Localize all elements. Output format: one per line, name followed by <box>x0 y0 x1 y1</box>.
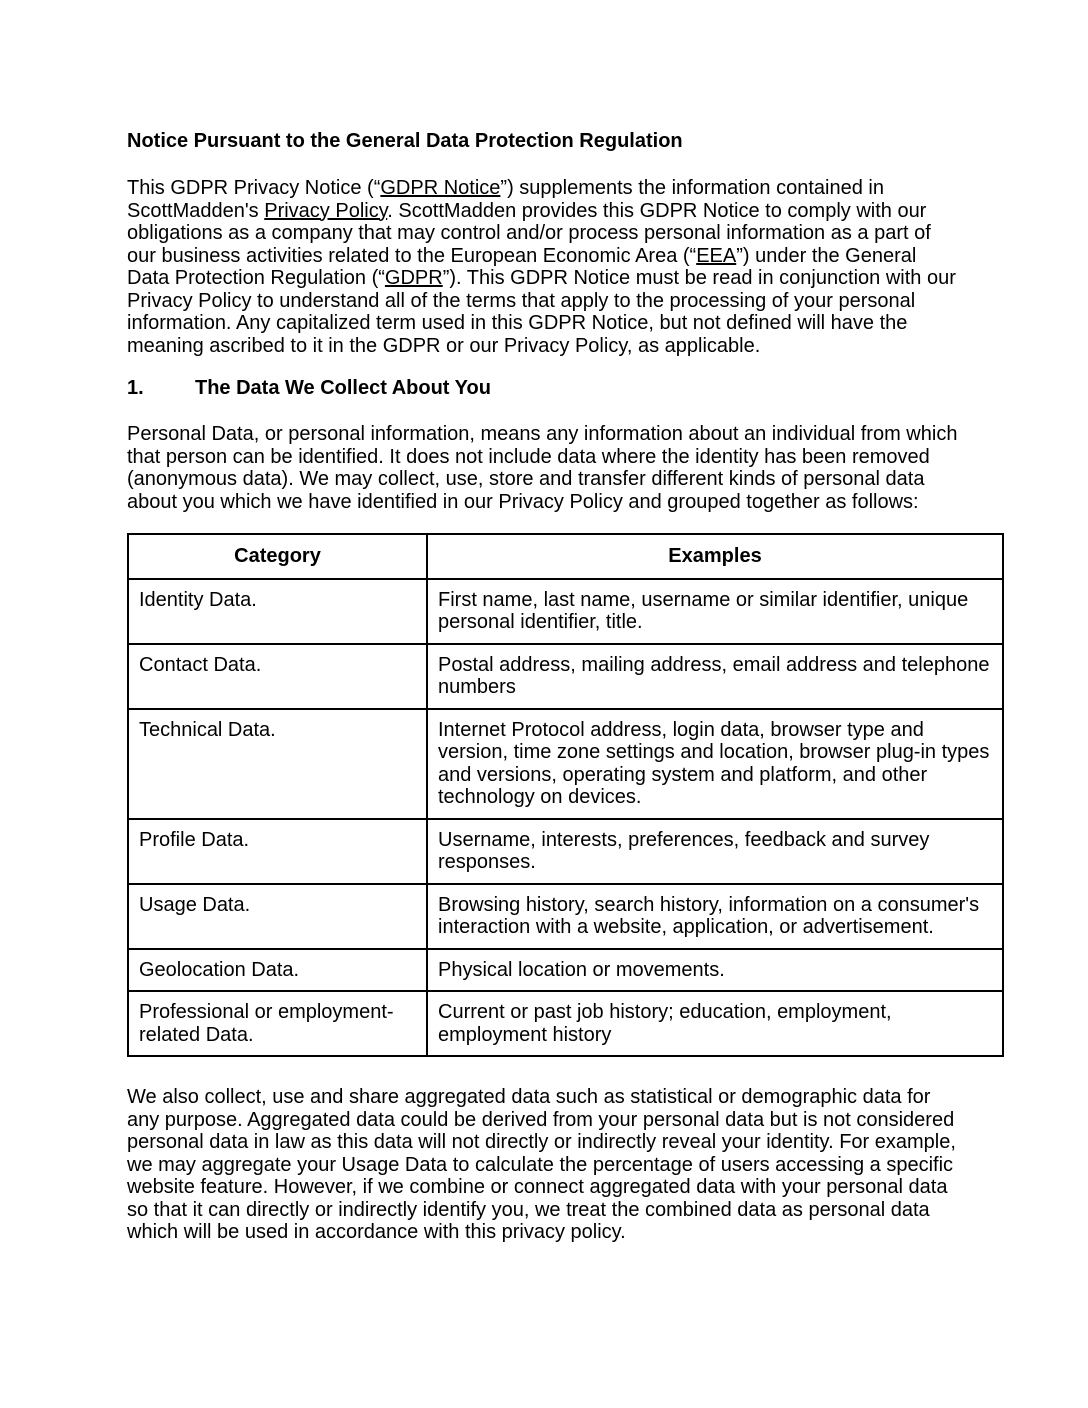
column-header-examples: Examples <box>427 534 1003 579</box>
section-1-number: 1. <box>127 377 144 399</box>
examples-cell: Postal address, mailing address, email address and telephone numbers <box>427 644 1003 709</box>
examples-cell: First name, last name, username or similar identifier, unique personal identifier, title. <box>427 579 1003 644</box>
table-body <box>128 579 1003 1057</box>
category-cell: Geolocation Data. <box>128 949 427 992</box>
data-categories-table <box>127 533 1004 1057</box>
section-1-heading <box>127 377 958 400</box>
section-1-title: The Data We Collect About You <box>195 377 491 399</box>
table-row-professional-data <box>128 991 1003 1056</box>
examples-cell: Username, interests, preferences, feedback and survey responses. <box>427 819 1003 884</box>
table-header-row <box>128 534 1003 579</box>
document-title: Notice Pursuant to the General Data Protection Regulation <box>127 130 683 152</box>
text-segment: ”). This GDPR Notice must be read in conjunction with our Privacy Policy to understand all of the terms that apply to the processing of your personal information. Any capitalized term used in this GDPR Notice, but not defined will have the meaning ascribed to it in the GDPR or our Privacy Policy, as applicable. <box>127 267 956 357</box>
category-cell: Professional or employment-related Data. <box>128 991 427 1056</box>
defined-term-privacy-policy: Privacy Policy <box>264 199 388 222</box>
intro-paragraph <box>127 177 958 357</box>
text-segment: ”) under the General Data Protection Regulation (“ <box>127 244 917 289</box>
category-cell: Contact Data. <box>128 644 427 709</box>
category-cell: Identity Data. <box>128 579 427 644</box>
table-row-geolocation-data <box>128 949 1003 992</box>
category-cell: Technical Data. <box>128 709 427 819</box>
examples-cell: Internet Protocol address, login data, browser type and version, time zone settings and location, browser plug-in types and versions, operating system and platform, and other technology on devices. <box>427 709 1003 819</box>
examples-cell: Current or past job history; education, employment, employment history <box>427 991 1003 1056</box>
examples-cell: Physical location or movements. <box>427 949 1003 992</box>
category-cell: Usage Data. <box>128 884 427 949</box>
examples-cell: Browsing history, search history, information on a consumer's interaction with a website, application, or advertisement. <box>427 884 1003 949</box>
defined-term-gdpr: GDPR <box>384 267 443 289</box>
text-segment: . ScottMadden provides this GDPR Notice to comply with our obligations as a company that may control and/or process personal information as a part of our business activities related to the European Economic Area (“ <box>127 199 931 267</box>
table-row-profile-data <box>128 819 1003 884</box>
text-segment: This GDPR Privacy Notice (“ <box>127 177 381 199</box>
defined-term-gdpr-notice: GDPR Notice <box>380 177 501 199</box>
table-row-identity-data <box>128 579 1003 644</box>
table-row-technical-data <box>128 709 1003 819</box>
section-1-paragraph: Personal Data, or personal information, means any information about an individual from which that person can be identified. It does not include data where the identity has been removed (anonymous data). We may collect, use, store and transfer different kinds of personal data about you which we have identified in our Privacy Policy and grouped together as follows: <box>127 423 958 513</box>
aggregated-data-paragraph: We also collect, use and share aggregated data such as statistical or demographic data for any purpose. Aggregated data could be derived from your personal data but is not considered personal data in law as this data will not directly or indirectly reveal your identity. For example, we may aggregate your Usage Data to calculate the percentage of users accessing a specific website feature. However, if we combine or connect aggregated data with your personal data so that it can directly or indirectly identify you, we treat the combined data as personal data which will be used in accordance with this privacy policy. <box>127 1086 956 1243</box>
text-segment: ”) supplements the information contained in ScottMadden's <box>127 177 884 222</box>
table-row-usage-data <box>128 884 1003 949</box>
table-row-contact-data <box>128 644 1003 709</box>
column-header-category: Category <box>128 534 427 579</box>
defined-term-eea: EEA <box>696 244 737 267</box>
category-cell: Profile Data. <box>128 819 427 884</box>
table-header <box>128 534 1003 579</box>
